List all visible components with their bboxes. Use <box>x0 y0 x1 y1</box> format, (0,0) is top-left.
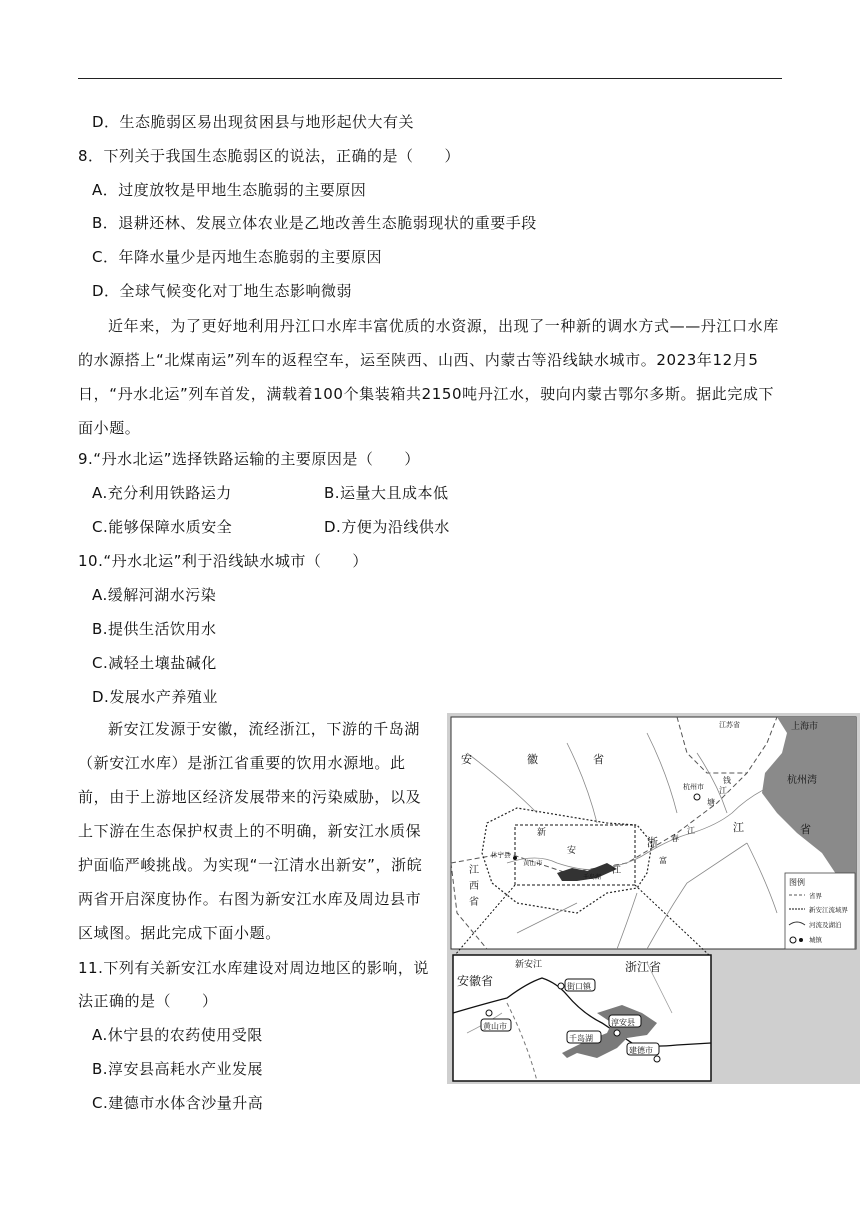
q10-option-a: A.缓解河湖水污染 <box>92 586 217 604</box>
q8-option-d: D．全球气候变化对丁地生态影响微弱 <box>92 282 353 300</box>
q9-option-a: A.充分利用铁路运力 <box>92 484 232 502</box>
label-qiandaohu-small: 千岛湖 <box>583 874 602 881</box>
label-sheng: 省 <box>593 753 604 766</box>
q9-option-c: C.能够保障水质安全 <box>92 518 233 536</box>
legend-item-river: 河流及湖泊 <box>809 921 842 929</box>
legend-title: 图例 <box>789 878 805 887</box>
inset-label-zhejiang: 浙江省 <box>625 960 662 974</box>
label-qiantang-3: 江 <box>719 786 727 795</box>
inset-label-jiekou: 街口镇 <box>567 982 591 991</box>
label-jiang: 江 <box>733 821 744 834</box>
q9-stem: 9.“丹水北运”选择铁路运输的主要原因是（ ） <box>78 450 420 468</box>
legend-item-border: 省界 <box>809 892 822 900</box>
label-huangshan: 黄山市 <box>523 859 543 867</box>
label-sheng2: 省 <box>800 823 811 836</box>
inset-label-anhui: 安徽省 <box>457 974 494 988</box>
inset-label-huangshan: 黄山市 <box>483 1022 507 1031</box>
label-xin: 新 <box>537 828 547 838</box>
label-hangzhou-bay: 杭州湾 <box>787 775 817 786</box>
q10-option-c: C.减轻土壤盐碱化 <box>92 654 217 672</box>
label-jiangsu: 江苏省 <box>719 721 740 729</box>
label-zhe: 浙 <box>647 836 658 849</box>
label-anr: 安 <box>567 846 577 856</box>
passage-danjiang: 近年来，为了更好地利用丹江口水库丰富优质的水资源，出现了一种新的调水方式——丹江口水库的水源搭上“北煤南运”列车的返程空车，运至陕西、山西、内蒙古等沿线缺水城市。2023年12月5日，“丹水北运”列车首发，满载着100个集装箱共2150吨丹江水，驶向内蒙古鄂尔多斯。据此完成下面小题。 <box>78 317 779 437</box>
label-hangzhou: 杭州市 <box>683 783 704 791</box>
q8-option-c: C．年降水量少是丙地生态脆弱的主要原因 <box>92 248 382 266</box>
header-rule <box>78 78 782 79</box>
q11-option-c: C.建德市水体含沙量升高 <box>92 1094 264 1112</box>
q8-option-b: B．退耕还林、发展立体农业是乙地改善生态脆弱现状的重要手段 <box>92 214 537 232</box>
q10-stem: 10.“丹水北运”利于沿线缺水城市（ ） <box>78 552 368 570</box>
hangzhou-marker <box>694 794 700 800</box>
inset-label-chunan: 淳安县 <box>611 1018 635 1027</box>
label-fuchun-3: 江 <box>687 826 695 835</box>
label-fuchun-2: 春 <box>671 834 679 843</box>
inset-label-qiandaohu: 千岛湖 <box>569 1034 593 1043</box>
label-fuchun-1: 富 <box>659 856 667 865</box>
label-shanghai: 上海市 <box>791 722 819 732</box>
label-qiantang-2: 塘 <box>707 798 715 807</box>
passage-xinanjiang: 新安江发源于安徽，流经浙江，下游的千岛湖（新安江水库）是浙江省重要的饮用水源地。此前，由于上游地区经济发展带来的污染威胁，以及上下游在生态保护权责上的不明确，新安江水质保护面临严峻挑战。为实现“一江清水出新安”，浙皖两省开启深度协作。右图为新安江水库及周边县市区域图。据此完成下面小题。 <box>78 720 423 942</box>
q8-option-a: A．过度放牧是甲地生态脆弱的主要原因 <box>92 181 367 199</box>
legend-item-town: 城镇 <box>809 936 822 944</box>
inset-label-jiande: 建德市 <box>629 1046 653 1055</box>
q8-stem: 8．下列关于我国生态脆弱区的说法，正确的是（ ） <box>78 147 461 165</box>
xiuning-marker <box>513 856 517 860</box>
q11-option-b: B.淳安县高耗水产业发展 <box>92 1060 264 1078</box>
label-an: 安 <box>461 753 472 766</box>
label-xiuning: 休宁县 <box>491 851 511 859</box>
q7-option-d: D．生态脆弱区易出现贫困县与地形起伏大有关 <box>92 113 415 131</box>
q9-option-b: B.运量大且成本低 <box>324 484 449 502</box>
label-jiangr: 江 <box>612 866 622 876</box>
q11-stem-line1: 11.下列有关新安江水库建设对周边地区的影响，说 <box>78 959 429 977</box>
q10-option-d: D.发展水产养殖业 <box>92 688 218 706</box>
label-jiangxi-3: 省 <box>469 897 479 908</box>
label-qiantang-1: 钱 <box>723 776 731 785</box>
label-hui: 徽 <box>527 753 538 766</box>
label-jiangxi-1: 江 <box>469 865 479 876</box>
label-jiangxi-2: 西 <box>469 881 479 892</box>
xinanjiang-region-map <box>447 713 860 1084</box>
q10-option-b: B.提供生活饮用水 <box>92 620 217 638</box>
inset-label-xinanjiang: 新安江 <box>515 960 543 970</box>
q11-stem-line2: 法正确的是（ ） <box>78 992 218 1010</box>
q11-option-a: A.休宁县的农药使用受限 <box>92 1026 263 1044</box>
q9-option-d: D.方便为沿线供水 <box>324 518 450 536</box>
legend-item-basin: 新安江流域界 <box>809 906 848 914</box>
